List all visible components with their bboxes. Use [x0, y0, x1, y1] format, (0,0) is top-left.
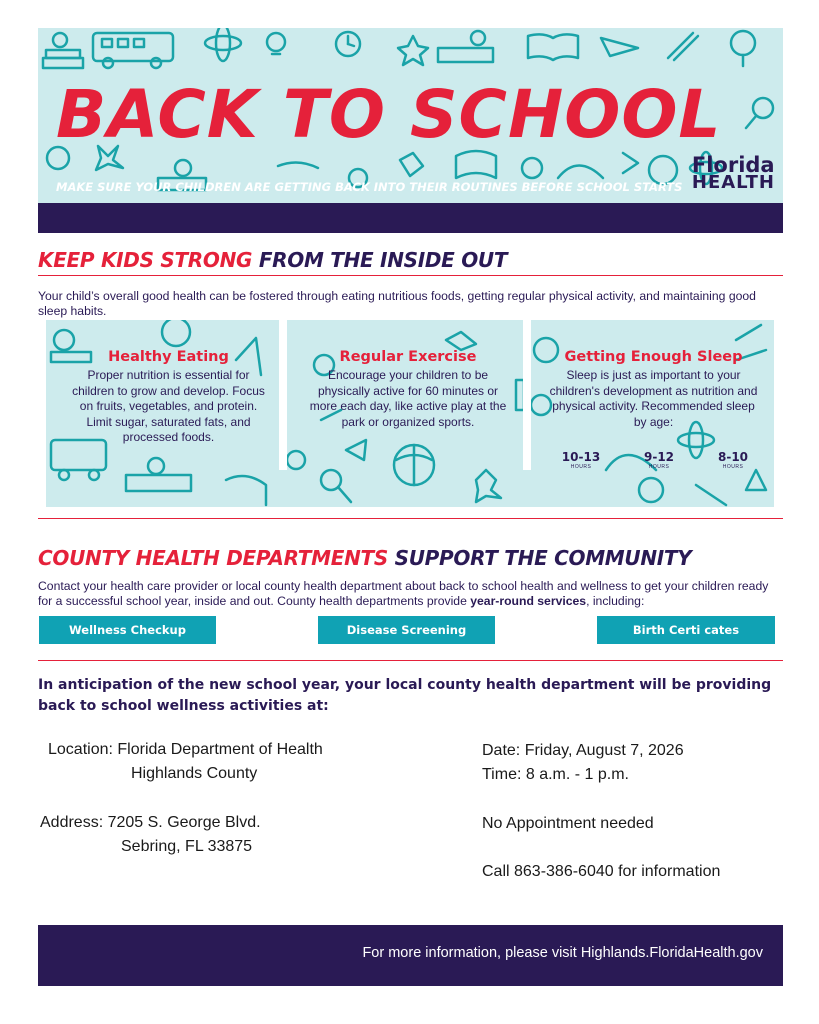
section2-text-before: Contact your health care provider or local county health department about back to school health and wellness to get your children ready for a successful school year, inside and out. County health departments provide [38, 579, 769, 608]
event-intro: In anticipation of the new school year, your local county health department will be providing back to school wellness activities at: [38, 677, 772, 714]
event-location-line2: Highlands County [131, 765, 258, 782]
logo-florida-text: Florida [691, 153, 775, 177]
sleep-item [634, 450, 684, 470]
event-address-line1: Address: 7205 S. George Blvd. [40, 814, 261, 831]
health-tips-panels [46, 320, 774, 507]
event-time: Time: 8 a.m. - 1 p.m. [482, 766, 629, 783]
event-appointment: No Appointment needed [482, 815, 654, 832]
section-heading-county-health [38, 546, 691, 570]
section2-text-bold: year-round services [470, 594, 587, 608]
footer-text: For more information, please visit Highlands.FloridaHealth.gov [362, 945, 763, 961]
sleep-item [708, 450, 758, 470]
banner-bottom-bar [38, 203, 783, 233]
panel-title: Regular Exercise [339, 349, 477, 365]
panel-divider [523, 320, 531, 470]
sleep-unit: HOURS [722, 464, 744, 470]
panel-healthy-eating [56, 320, 281, 507]
panel-getting-enough-sleep [536, 320, 771, 507]
event-date: Date: Friday, August 7, 2026 [482, 742, 684, 759]
section-divider [38, 275, 783, 276]
event-address-line2: Sebring, FL 33875 [121, 838, 253, 855]
heading-red-part: KEEP KIDS STRONG [38, 248, 253, 272]
banner-tagline: MAKE SURE YOUR CHILDREN ARE GETTING BACK INTO THEIR ROUTINES BEFORE SCHOOL STARTS [56, 180, 683, 194]
heading-red-part: COUNTY HEALTH DEPARTMENTS [38, 546, 388, 570]
sleep-hours: 10-13 [561, 450, 601, 464]
sleep-hours: 8-10 [717, 450, 749, 464]
sleep-item [556, 450, 606, 470]
sleep-recommendations [536, 450, 771, 480]
sleep-hours: 9-12 [643, 450, 675, 464]
banner [38, 28, 783, 203]
banner-title: BACK TO SCHOOL [56, 76, 722, 153]
service-wellness-checkup: Wellness Checkup [39, 616, 216, 644]
event-phone: Call 863-386-6040 for information [482, 863, 721, 880]
section2-text-after: , including: [586, 594, 645, 608]
section-divider [38, 660, 783, 661]
panel-body: Encourage your children to be physically active for 60 minutes or more each day, like active play at the park or organized sports. [309, 368, 507, 429]
section2-intro [38, 579, 783, 609]
heading-navy-part: FROM THE INSIDE OUT [252, 248, 508, 272]
footer [38, 925, 783, 986]
panel-title: Healthy Eating [108, 349, 229, 365]
panel-title: Getting Enough Sleep [564, 349, 743, 365]
event-location-line1: Location: Florida Department of Health [48, 741, 323, 758]
sleep-unit: HOURS [648, 464, 670, 470]
heading-navy-part: SUPPORT THE COMMUNITY [387, 546, 692, 570]
sleep-unit: HOURS [570, 464, 592, 470]
panel-body: Sleep is just as important to your children's development as nutrition and physical activity. Recommended sleep by age: [549, 368, 758, 429]
panel-body: Proper nutrition is essential for children to grow and develop. Focus on fruits, vegetables, and protein. Limit sugar, saturated fats, and processed foods. [72, 368, 265, 444]
service-birth-certificates: Birth Certi cates [597, 616, 775, 644]
section-divider [38, 518, 783, 519]
panel-regular-exercise [294, 320, 522, 507]
section1-intro: Your child’s overall good health can be fostered through eating nutritious foods, getting regular physical activity, and maintaining good sleep habits. [38, 289, 756, 318]
florida-health-logo [691, 153, 775, 193]
service-disease-screening: Disease Screening [318, 616, 495, 644]
logo-health-text: HEALTH [691, 171, 775, 193]
section-heading-keep-kids-strong [38, 248, 507, 272]
